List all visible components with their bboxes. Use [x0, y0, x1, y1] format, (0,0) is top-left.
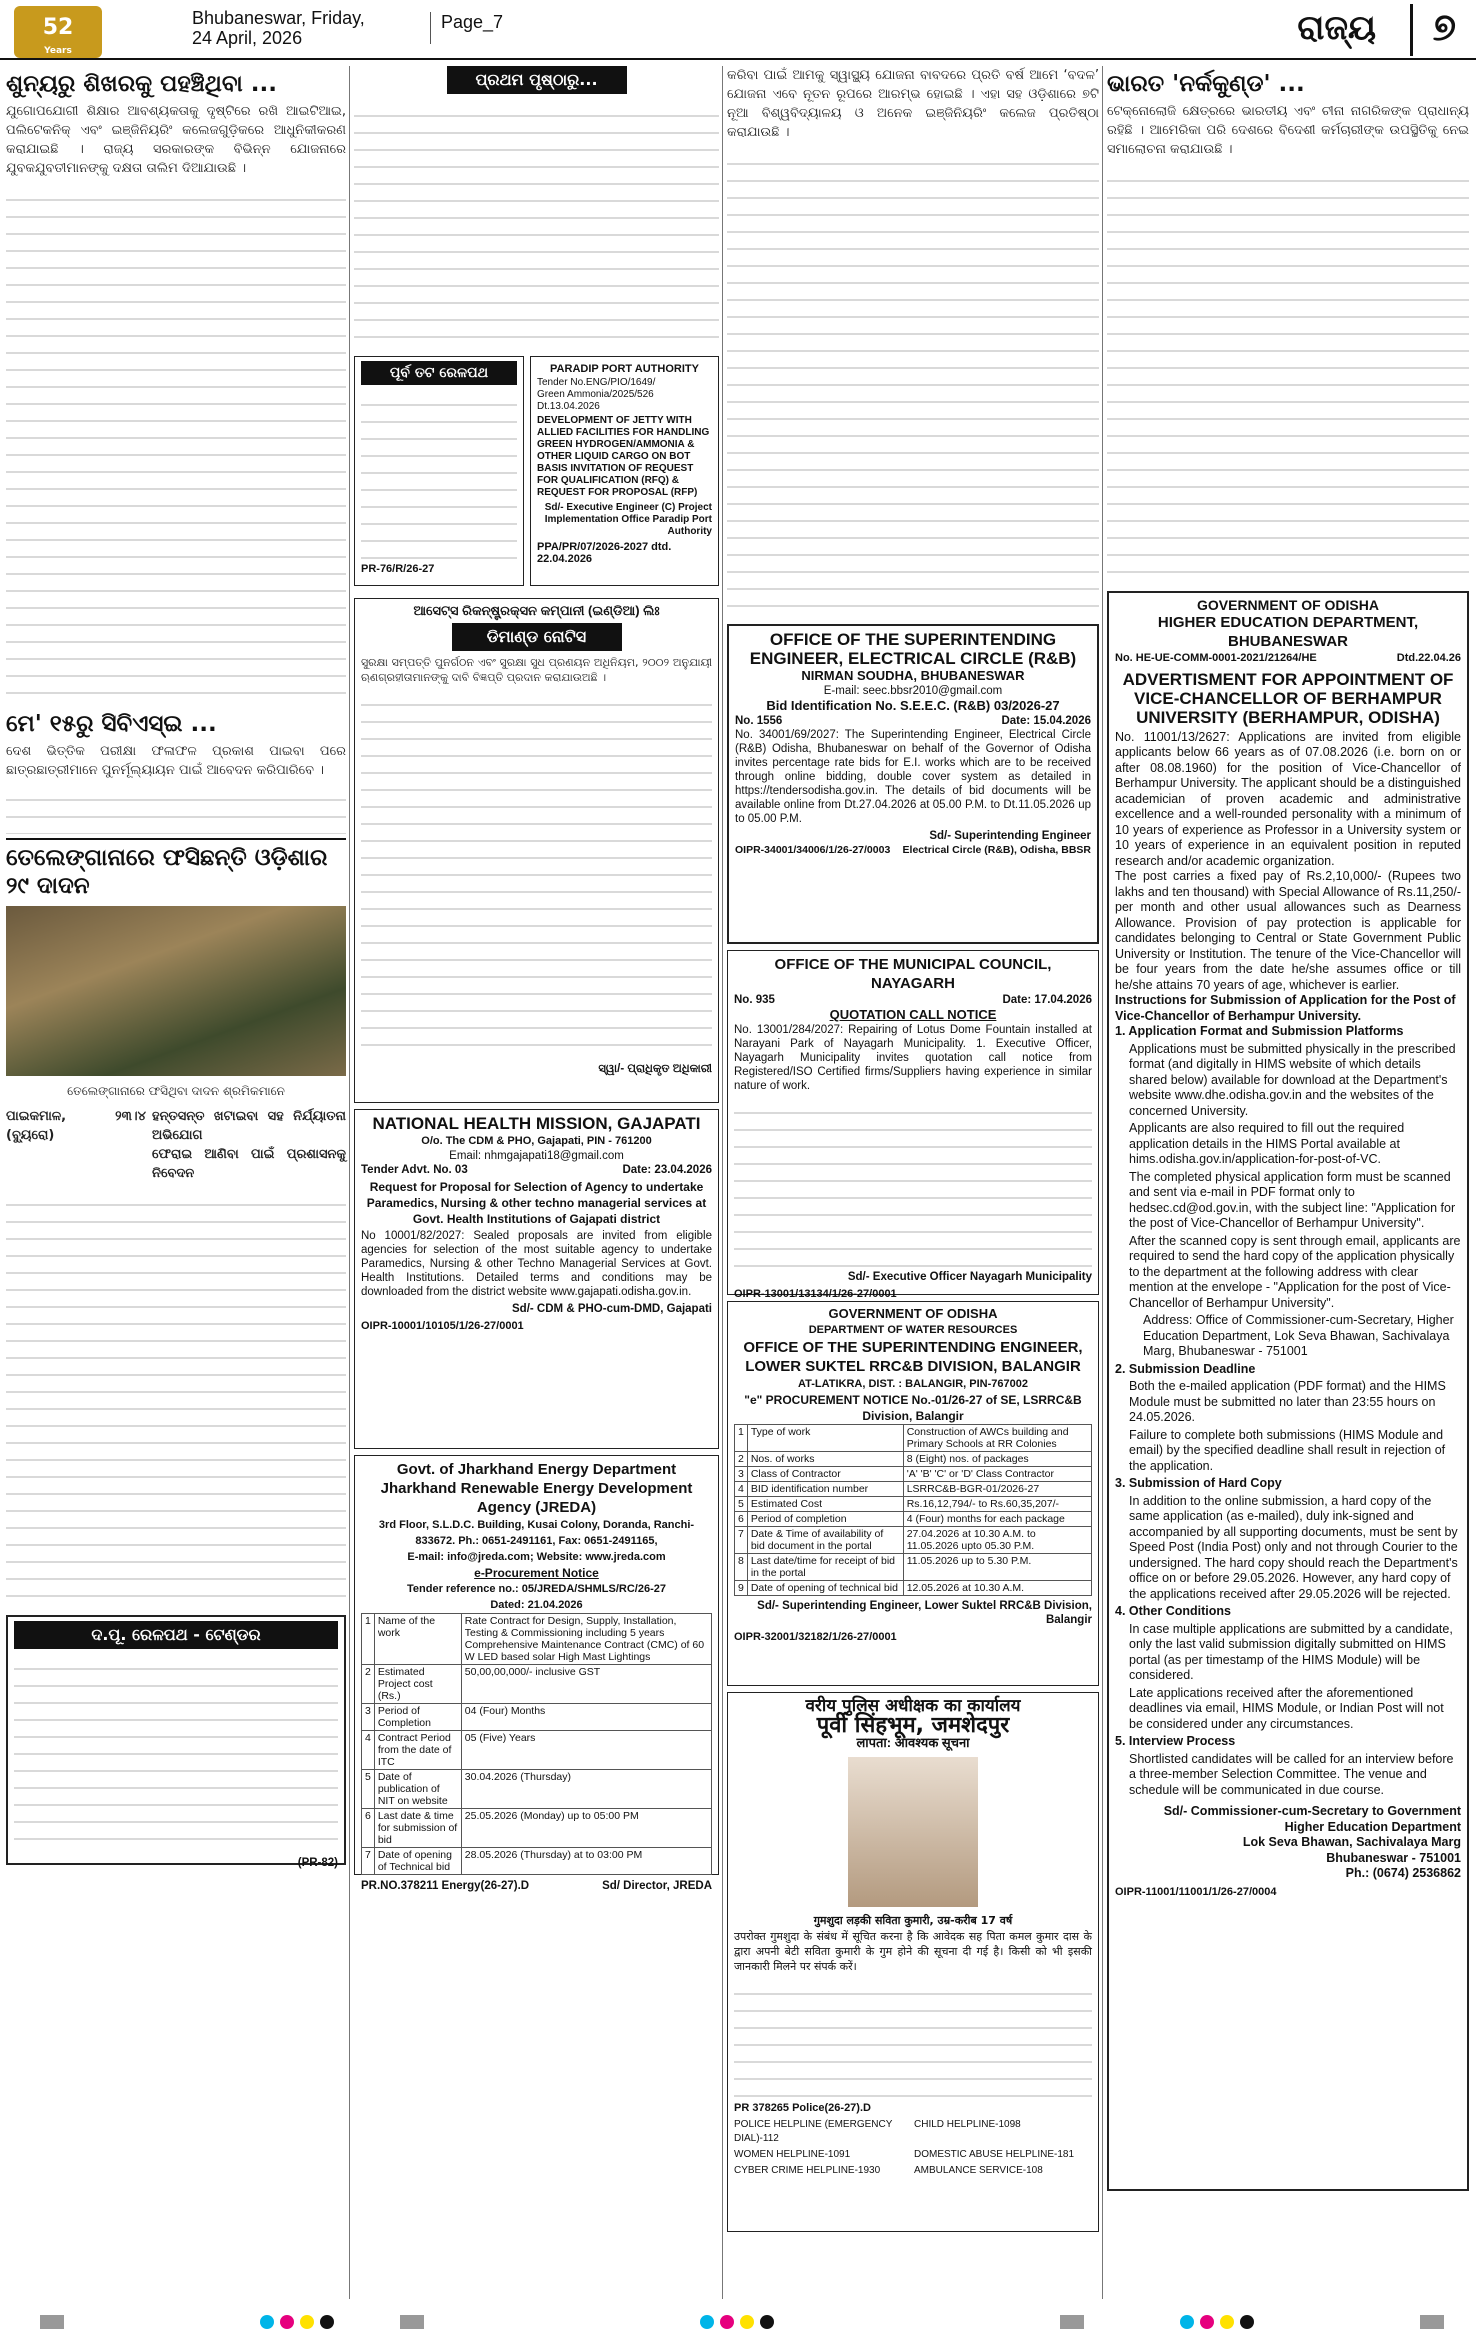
ad-dept: DEPARTMENT OF WATER RESOURCES: [808, 1324, 1018, 1336]
ad-body: No. 34001/69/2027: The Superintending Engineer, Electrical Circle (R&B) Odisha, Bhubaneswar on behalf of the Governor of Odisha invites percentage rate bids for E.I. works which are to be received through online bidding, double cover system as detailed in https://tendersodisha.gov.in. The details of bid documents will be available online from Dt.27.04.2026 at 05.00 P.M. to Dt.11.05.2026 up to 05.00 P.M.: [735, 729, 1091, 825]
ad-title: ADVERTISMENT FOR APPOINTMENT OF VICE-CHANCELLOR OF BERHAMPUR UNIVERSITY (BERHAMPUR, ODISHA): [1122, 669, 1454, 727]
column-3: [727, 66, 1099, 2299]
color-dot: [1240, 2315, 1254, 2329]
missing-person-notice: [727, 1692, 1099, 2232]
ad-sign: Sd/ Director, JREDA: [602, 1880, 712, 1892]
ad-ref: OIPR-34001/34006/1/26-27/0003: [735, 844, 891, 856]
gray-mark: [1060, 2315, 1084, 2329]
ad-body-lines: [361, 389, 517, 559]
ad-date: Green Ammonia/2025/526 Dt.13.04.2026: [537, 389, 654, 412]
headline-skill: ଶୁନ୍ୟରୁ ଶିଖରକୁ ପହଞ୍ଚିଥିବା ...: [6, 71, 277, 97]
arcil-demand-notice: [354, 598, 719, 1103]
article-text: ଦେଶ ଭିତ୍ତିକ ପରୀକ୍ଷା ଫଳାଫଳ ପ୍ରକାଶ ପାଇବା ପରେ ଛାତ୍ରଛାତ୍ରୀମାନେ ପୁନର୍ମୂଲ୍ୟାୟନ ପାଇଁ ଆବେଦନ କରିପାରିବେ ।: [6, 744, 346, 778]
ad-date: Date: 23.04.2026: [622, 1164, 712, 1176]
railway-ad: [354, 356, 524, 586]
page-label: Page_7: [430, 12, 503, 44]
table-row: 1 Name of the work Rate Contract for Design, Supply, Installation, Testing & Commissioning including 5 years Comprehensive Maintenance Contract (CMC) of 60 W LED based solar High Mast Lightings: [362, 1614, 712, 1665]
ad-title: OFFICE OF THE MUNICIPAL COUNCIL, NAYAGARH: [774, 956, 1052, 992]
ad-pr: PR 378265 Police(26-27).D: [734, 2102, 871, 2114]
ad-sign: Sd/- Superintending Engineer, Lower Suktel RRC&B Division, Balangir: [757, 1600, 1092, 1626]
ad-address: O/o. The CDM & PHO, Gajapati, PIN - 761200: [421, 1135, 652, 1147]
ad-title: वरीय पुलिस अधीक्षक का कार्यालय: [805, 1696, 1021, 1716]
ad-title: OFFICE OF THE SUPERINTENDING ENGINEER, LOWER SUKTEL RRC&B DIVISION, BALANGIR: [743, 1339, 1083, 1375]
table-row: 2 Nos. of works 8 (Eight) nos. of packages: [735, 1452, 1092, 1467]
ad-date: Dtd.22.04.26: [1396, 652, 1461, 664]
color-dot: [260, 2315, 274, 2329]
table-row: 6 Period of completion 4 (Four) months for each package: [735, 1512, 1092, 1527]
table-row: 8 Last date/time for receipt of bid in the portal 11.05.2026 up to 5.30 P.M.: [735, 1554, 1092, 1581]
continued-banner: ପ୍ରଥମ ପୃଷ୍ଠାରୁ...: [447, 66, 627, 94]
ad-ref2: Electrical Circle (R&B), Odisha, BBSR: [902, 844, 1091, 856]
ad-body-lines: [361, 689, 712, 1059]
masthead: [0, 0, 1476, 60]
page-number: ୭: [1410, 4, 1456, 56]
paradip-port-ad: [530, 356, 719, 586]
ad-sign: Sd/- Executive Engineer (C) Project Implementation Office Paradip Port Authority: [544, 502, 712, 537]
table-row: 1 Type of work Construction of AWCs building and Primary Schools at RR Colonies: [735, 1425, 1092, 1452]
color-dot: [1180, 2315, 1194, 2329]
ad-title: OFFICE OF THE SUPERINTENDING ENGINEER, ELECTRICAL CIRCLE (R&B): [749, 630, 1077, 668]
table-row: 7 Date of opening of Technical bid 28.05.2026 (Thursday) at to 03:00 PM: [362, 1848, 712, 1875]
ad-no: No. 935: [734, 994, 775, 1006]
ad-tender-no: Tender No.ENG/PIO/1649/: [537, 377, 656, 388]
ad-body: No. 13001/284/2027: Repairing of Lotus Dome Fountain installed at Narayani Park of Nayagarh Municipality. 1. Executive Officer, Nayagarh Municipality invites quotation call notice from Registered/ISO Certified firms/Suppliers having experience in similar nature of work.: [734, 1024, 1092, 1092]
ad-email: E-mail: seec.bbsr2010@gmail.com: [823, 685, 1003, 697]
table-row: 3 Period of Completion 04 (Four) Months: [362, 1704, 712, 1731]
ad-para: No. 11001/13/2627: Applications are invited from eligible applicants below 66 years as of 07.08.2026 (i.e. born on or after 08.08.1960) for the position of Vice-Chancellor of Berhampur University. The applicant should be a distinguished academician of proven academic and administrative excellence and a well-rounded personality with a minimum of 10 years of experience as Professor in a University system or 10 years of experience in an equivalent position in reputed research and/or academic organization.: [1115, 729, 1461, 868]
ad-sign: Higher Education Department: [1284, 1819, 1461, 1834]
ad-heading: 1. Application Format and Submission Platforms: [1115, 1024, 1404, 1038]
table-row: 9 Date of opening of technical bid 12.05.2026 at 10.30 A.M.: [735, 1581, 1092, 1596]
color-dot: [700, 2315, 714, 2329]
ad-ref: OIPR-10001/10105/1/26-27/0001: [361, 1320, 524, 1332]
ad-address: Address: Office of Commissioner-cum-Secretary, Higher Education Department, Lok Seva Bhawan, Sachivalaya Marg, Bhubaneswar - 751001: [1143, 1313, 1454, 1358]
color-dot: [760, 2315, 774, 2329]
color-dot: [1220, 2315, 1234, 2329]
table-row: 7 Date & Time of availability of bid document in the portal 27.04.2026 at 10.30 A.M. to 11.05.2026 upto 05.30 P.M.: [735, 1527, 1092, 1554]
article-text: ଟେକ୍ନୋଲୋଜି କ୍ଷେତ୍ରରେ ଭାରତୀୟ ଏବଂ ଚୀନା ନାଗରିକଙ୍କ ପ୍ରାଧାନ୍ୟ ରହିଛି । ଆମେରିକା ପରି ଦେଶରେ ବିଦେଶୀ କର୍ମଚାରୀଙ୍କ ଉପସ୍ଥିତିକୁ ନେଇ ସମାଲୋଚନା କରାଯାଉଛି ।: [1107, 104, 1469, 157]
ad-bullet: Shortlisted candidates will be called for an interview before a three-member Selection Committee. The venue and schedule will be communicated in due course.: [1129, 1751, 1454, 1797]
ad-bullet: Applications must be submitted physically in the prescribed format (and digitally in HIMS website of which details shared below) available for download at the Department's website www.dhe.odisha.gov.in and the websites of the concerned University.: [1129, 1041, 1456, 1118]
ad-body-lines: [14, 1653, 338, 1853]
ad-dept: HIGHER EDUCATION DEPARTMENT, BHUBANESWAR: [1157, 614, 1419, 650]
ad-bullet: In case multiple applications are submitted by a candidate, only the last valid submission digitally submitted on HIMS portal (as per timestamp of the HIMS Module) will be considered.: [1129, 1621, 1453, 1682]
ad-body: DEVELOPMENT OF JETTY WITH ALLIED FACILITIES FOR HANDLING GREEN HYDROGEN/AMMONIA & OTHER LIQUID CARGO ON BOT BASIS INVITATION OF REQUEST FOR QUALIFICATION (RFQ) & REQUEST FOR PROPOSAL (RFP): [537, 415, 710, 498]
ad-date: Date: 17.04.2026: [1002, 994, 1092, 1006]
color-dot: [280, 2315, 294, 2329]
ad-date: Date: 15.04.2026: [1001, 715, 1091, 727]
column-divider: [1102, 66, 1103, 2299]
ad-person-name: गुमशुदा लड़की सविता कुमारी, उम्र-करीब 17 वर्ष: [813, 1914, 1013, 1927]
ad-ref: Tender reference no.: 05/JREDA/SHMLS/RC/26-27: [407, 1583, 666, 1595]
ad-title: PARADIP PORT AUTHORITY: [550, 363, 699, 375]
helpline: POLICE HELPLINE (EMERGENCY DIAL)-112: [734, 2119, 893, 2144]
gray-mark: [40, 2315, 64, 2329]
ad-ref: OIPR-13001/13134/1/26-27/0001: [734, 1288, 897, 1300]
print-registration-marks: [0, 2303, 1476, 2339]
ad-no: No. HE-UE-COMM-0001-2021/21264/HE: [1115, 652, 1317, 664]
ad-sign: Sd/- Executive Officer Nayagarh Municipality: [847, 1271, 1092, 1283]
ad-phone: Ph.: (0674) 2536862: [1345, 1866, 1461, 1880]
ad-title: पूर्वी सिंहभूम, जमशेदपुर: [816, 1713, 1010, 1738]
table-row: 3 Class of Contractor 'A' 'B' 'C' or 'D' Class Contractor: [735, 1467, 1092, 1482]
ad-title: ଡିମାଣ୍ଡ ନୋଟିସ: [452, 623, 622, 651]
article-body-lines: [727, 148, 1099, 618]
ad-heading: 4. Other Conditions: [1115, 1604, 1231, 1618]
ad-ref: PPA/PR/07/2026-2027 dtd. 22.04.2026: [537, 541, 672, 565]
nayagarh-quotation-ad: [727, 950, 1099, 1300]
ad-body: ସୁରକ୍ଷା ସମ୍ପତ୍ତି ପୁନର୍ଗଠନ ଏବଂ ସୁରକ୍ଷା ସୁଧ ପ୍ରଣୟନ ଅଧିନିୟମ, ୨୦୦୨ ଅନୁଯାୟୀ ଋଣଗ୍ରହୀତାମାନଙ୍କୁ ଦାବି ବିଜ୍ଞପ୍ତି ପ୍ରଦାନ କରାଯାଉଅଛି ।: [361, 656, 712, 684]
article-text: ଯୁଗୋପଯୋଗୀ ଶିକ୍ଷାର ଆବଶ୍ୟକତାକୁ ଦୃଷ୍ଟିରେ ରଖି ଆଇଟିଆଇ, ପଲିଟେକନିକ୍ ଏବଂ ଇଞ୍ଜିନିୟରିଂ କଲେଜଗୁଡ଼ିକରେ ଆଧୁନିକୀକରଣ କରାଯାଇଛି । ରାଜ୍ୟ ସରକାରଙ୍କ ବିଭିନ୍ନ ଯୋଜନାରେ ଯୁବକଯୁବତୀମାନଙ୍କୁ ଦକ୍ଷତା ତାଲିମ ଦିଆଯାଉଛି ।: [6, 104, 346, 176]
ad-instructions: Instructions for Submission of Application for the Post of Vice-Chancellor of Berhampur University.: [1115, 993, 1456, 1023]
jreda-ad: [354, 1455, 719, 1892]
ad-title: ଦ.ପୂ. ରେଳପଥ - ଟେଣ୍ଡର: [14, 1621, 338, 1649]
helpline: CYBER CRIME HELPLINE-1930: [734, 2165, 881, 2176]
ad-heading: 3. Submission of Hard Copy: [1115, 1476, 1282, 1490]
ad-subtitle: QUOTATION CALL NOTICE: [829, 1007, 997, 1022]
ad-title: NATIONAL HEALTH MISSION, GAJAPATI: [372, 1114, 701, 1133]
column-divider: [722, 66, 723, 2299]
gray-mark: [400, 2315, 424, 2329]
ad-pr: PR.NO.378211 Energy(26-27).D: [361, 1880, 530, 1892]
column-4: [1107, 66, 1469, 2299]
column-divider: [349, 66, 350, 2299]
water-table: [734, 1424, 1092, 1596]
headline-migrant-workers: ତେଲେଙ୍ଗାନାରେ ଫସିଛନ୍ତି ଓଡ଼ିଶାର ୨୯ ଦାଦନ: [6, 838, 346, 900]
ad-address: NIRMAN SOUDHA, BHUBANESWAR: [801, 668, 1025, 683]
article-body-lines: [6, 784, 346, 834]
ad-ref: (PR-82): [297, 1857, 338, 1869]
ad-advt-no: Tender Advt. No. 03: [361, 1164, 468, 1176]
color-dot: [1200, 2315, 1214, 2329]
photo-caption: ତେଲେଙ୍ଗାନାରେ ଫସିଥିବା ଦାଦନ ଶ୍ରମିକମାନେ: [67, 1084, 285, 1098]
table-row: 5 Estimated Cost Rs.16,12,794/- to Rs.60,35,207/-: [735, 1497, 1092, 1512]
nhm-gajapati-ad: [354, 1109, 719, 1449]
table-row: 4 BID identification number LSRRC&B-BGR-01/2026-27: [735, 1482, 1092, 1497]
ad-bullet: The completed physical application form must be scanned and sent via e-mail in PDF format only to hedsec.cd@od.gov.in, with the subject line: "Application for the post of Vice-Chancellor of Berhampur University".: [1129, 1169, 1456, 1230]
article-body-lines: [6, 184, 346, 704]
ad-bullet: In addition to the online submission, a hard copy of the same application (as e-mailed), duly ink-signed and accompanied by all supporting documents, must be sent by Speed Post (India Post) only and not through Courier to the undersigned. The hard copy should reach the Department's office on or before 29.05.2026. However, any hard copy of the applications received after 29.05.2026 will be rejected.: [1129, 1493, 1458, 1601]
article-body-lines: [6, 1189, 346, 1609]
ad-address: 3rd Floor, S.L.D.C. Building, Kusai Colony, Doranda, Ranchi-833672. Ph.: 0651-2491161, Fax: 0651-2491165,: [378, 1519, 695, 1547]
ad-bullet: Both the e-mailed application (PDF format) and the HIMS Module must be submitted no later than 23:55 hours on 24.05.2026.: [1129, 1379, 1446, 1424]
headline-india: ଭାରତ 'ନର୍କକୁଣ୍ଡ' ...: [1107, 71, 1305, 97]
ad-heading: 2. Submission Deadline: [1115, 1361, 1256, 1376]
railway-tender-ad: [6, 1615, 346, 1869]
bullet-item: ହନ୍ତସନ୍ତ ଖଟାଇବା ସହ ନିର୍ଯ୍ୟାତନା ଅଭିଯୋଗ: [152, 1109, 346, 1143]
ad-bullet: Late applications received after the aforementioned deadlines via email, HIMS Module, or Indian Post will not be considered under any circumstances.: [1129, 1685, 1444, 1731]
ad-bullet: Applicants are also required to fill out the required application details in the HIMS Portal available at hims.odisha.gov.in/application-for-post-of-VC.: [1129, 1121, 1405, 1166]
table-row: 5 Date of publication of NIT on website 30.04.2026 (Thursday): [362, 1770, 712, 1809]
ad-ref: OIPR-32001/32182/1/26-27/0001: [734, 1631, 897, 1643]
ad-govt: GOVERNMENT OF ODISHA: [828, 1306, 998, 1321]
ad-title: Govt. of Jharkhand Energy Department Jharkhand Renewable Energy Development Agency (JREDA): [380, 1461, 693, 1516]
ad-notice: e-Procurement Notice: [474, 1566, 599, 1580]
electrical-circle-ad: [727, 624, 1099, 944]
newspaper-logo: 52 Years: [14, 6, 102, 58]
ad-bid-id: Bid Identification No. S.E.E.C. (R&B) 03/2026-27: [766, 698, 1060, 713]
ad-sign: ସ୍ୱା/- ପ୍ରାଧିକୃତ ଅଧିକାରୀ: [598, 1063, 712, 1075]
color-dot: [320, 2315, 334, 2329]
ad-notice: लापता: आवश्यक सूचना: [856, 1735, 970, 1750]
ad-subject: Request for Proposal for Selection of Agency to undertake Paramedics, Nursing & other techno managerial services at Govt. Health Institutions of Gajapati district: [366, 1180, 707, 1226]
table-row: 2 Estimated Project cost (Rs.) 50,00,00,000/- inclusive GST: [362, 1665, 712, 1704]
ad-body: No 10001/82/2027: Sealed proposals are invited from eligible agencies for selection of the most suitable agency to undertake Paramedics, Nursing & other Techno Managerial Services at Govt. Health Institutions. Detailed terms and conditions may be downloaded from the district website www.gajapati.odisha.gov.in.: [361, 1230, 712, 1298]
ad-sign: Bhubaneswar - 751001: [1326, 1850, 1461, 1865]
jreda-table: [361, 1613, 712, 1875]
ad-bullet: After the scanned copy is sent through email, applicants are required to send the hard copy of the application physically to the department at the following address with clear mention at the envelope - "Application for the post of Vice-Chancellor of Berhampur University".: [1129, 1233, 1461, 1310]
ad-address: AT-LATIKRA, DIST. : BALANGIR, PIN-767002: [797, 1378, 1028, 1390]
article-body-lines: [1107, 165, 1469, 585]
ad-para: The post carries a fixed pay of Rs.2,10,000/- (Rupees two lakhs and ten thousand) with Special Allowance of Rs.11,250/- per month and other usual allowances such as Dearness Allowance. Provision of pay protection is applicable for candidates belonging to Central or State Government Public University or Institution. The tenure of the Vice-Chancellor will be four years from the date he/she assumes office or till he/she attains 70 years of age, whichever is earlier.: [1115, 869, 1461, 992]
ad-sign: Sd/- Commissioner-cum-Secretary to Government: [1163, 1804, 1461, 1818]
ad-no: No. 1556: [735, 715, 783, 727]
color-dot: [740, 2315, 754, 2329]
water-resources-ad: [727, 1301, 1099, 1686]
ad-sign: Sd/- Superintending Engineer: [929, 830, 1091, 842]
vice-chancellor-ad: [1107, 591, 1469, 2191]
section-title: ରାଜ୍ୟ: [1297, 8, 1376, 48]
ad-ref: PR-76/R/26-27: [361, 563, 435, 575]
ad-govt: GOVERNMENT OF ODISHA: [1196, 597, 1379, 613]
color-dot: [300, 2315, 314, 2329]
table-row: 4 Contract Period from the date of ITC 05 (Five) Years: [362, 1731, 712, 1770]
gray-mark: [1420, 2315, 1444, 2329]
ad-company: ଆସେଟ୍ସ ରିକନ୍ଷ୍ଟ୍ରକ୍ସନ କମ୍ପାନୀ (ଇଣ୍ଡିଆ) ଲିଃ: [413, 603, 660, 618]
ad-subtitle: "e" PROCUREMENT NOTICE No.-01/26-27 of SE, LSRRC&B Division, Balangir: [744, 1393, 1082, 1423]
ad-heading: 5. Interview Process: [1115, 1734, 1236, 1748]
ad-date: Dated: 21.04.2026: [490, 1599, 583, 1611]
ad-title: ପୂର୍ବ ତଟ ରେଳପଥ: [361, 361, 517, 385]
article-text: କରିବା ପାଇଁ ଆମକୁ ସ୍ୱାସ୍ଥ୍ୟ ଯୋଜନା ବାବଦରେ ପ୍ରତି ବର୍ଷ ଆମେ ‘ବଦଳ’ ଯୋଜନା ଏବେ ନୂତନ ରୂପରେ ଆରମ୍ଭ ହୋଇଛି । ଏହା ସହ ଓଡ଼ିଶାରେ ୭ଟି ନୂଆ ବିଶ୍ୱବିଦ୍ୟାଳୟ ଓ ଅନେକ ଇଞ୍ଜିନିୟରିଂ କଲେଜ ପ୍ରତିଷ୍ଠା କରାଯାଉଛି ।: [727, 68, 1099, 140]
ad-body-lines: [734, 1097, 1092, 1267]
ad-email: Email: nhmgajapati18@gmail.com: [449, 1150, 624, 1162]
helpline: AMBULANCE SERVICE-108: [914, 2165, 1043, 2176]
article-body-lines: [354, 100, 719, 350]
ad-body: उपरोक्त गुमशुदा के संबंध में सूचित करना है कि आवेदक सह पिता कमल कुमार दास के द्वारा अपनी बेटी सविता कुमारी के गुम होने की सूचना दी गई है। किसी को भी इसकी जानकारी मिलने पर संपर्क करें।: [734, 1930, 1092, 1973]
article-dateline: ପାଇକମାଳ, ୨୩।୪ (ବ୍ୟୁରୋ): [6, 1109, 146, 1143]
column-2: [354, 66, 719, 2299]
bullet-item: ଫେରାଇ ଆଣିବା ପାଇଁ ପ୍ରଶାସନକୁ ନିବେଦନ: [152, 1147, 346, 1181]
ad-ref: OIPR-11001/11001/1/26-27/0004: [1115, 1885, 1277, 1898]
headline-cbse: ମେ' ୧୫ରୁ ସିବିଏସ୍ଇ ...: [6, 711, 217, 737]
helpline: CHILD HELPLINE-1098: [914, 2119, 1021, 2130]
helpline: DOMESTIC ABUSE HELPLINE-181: [914, 2149, 1075, 2160]
ad-sign: Lok Seva Bhawan, Sachivalaya Marg: [1242, 1835, 1461, 1849]
helpline: WOMEN HELPLINE-1091: [734, 2149, 851, 2160]
ad-body-lines: [734, 1978, 1092, 2098]
ad-bullet: Failure to complete both submissions (HIMS Module and email) by the specified deadline shall result in rejection of the application.: [1129, 1427, 1446, 1473]
dateline: Bhubaneswar, Friday, 24 April, 2026: [192, 8, 365, 48]
column-1: [6, 66, 346, 2299]
missing-person-photo: [848, 1757, 978, 1907]
table-row: 6 Last date & time for submission of bid 25.05.2026 (Monday) up to 05:00 PM: [362, 1809, 712, 1848]
ad-sign: Sd/- CDM & PHO-cum-DMD, Gajapati: [512, 1303, 712, 1315]
color-dot: [720, 2315, 734, 2329]
ad-email: E-mail: info@jreda.com; Website: www.jreda.com: [407, 1551, 666, 1563]
news-photo: [6, 906, 346, 1076]
